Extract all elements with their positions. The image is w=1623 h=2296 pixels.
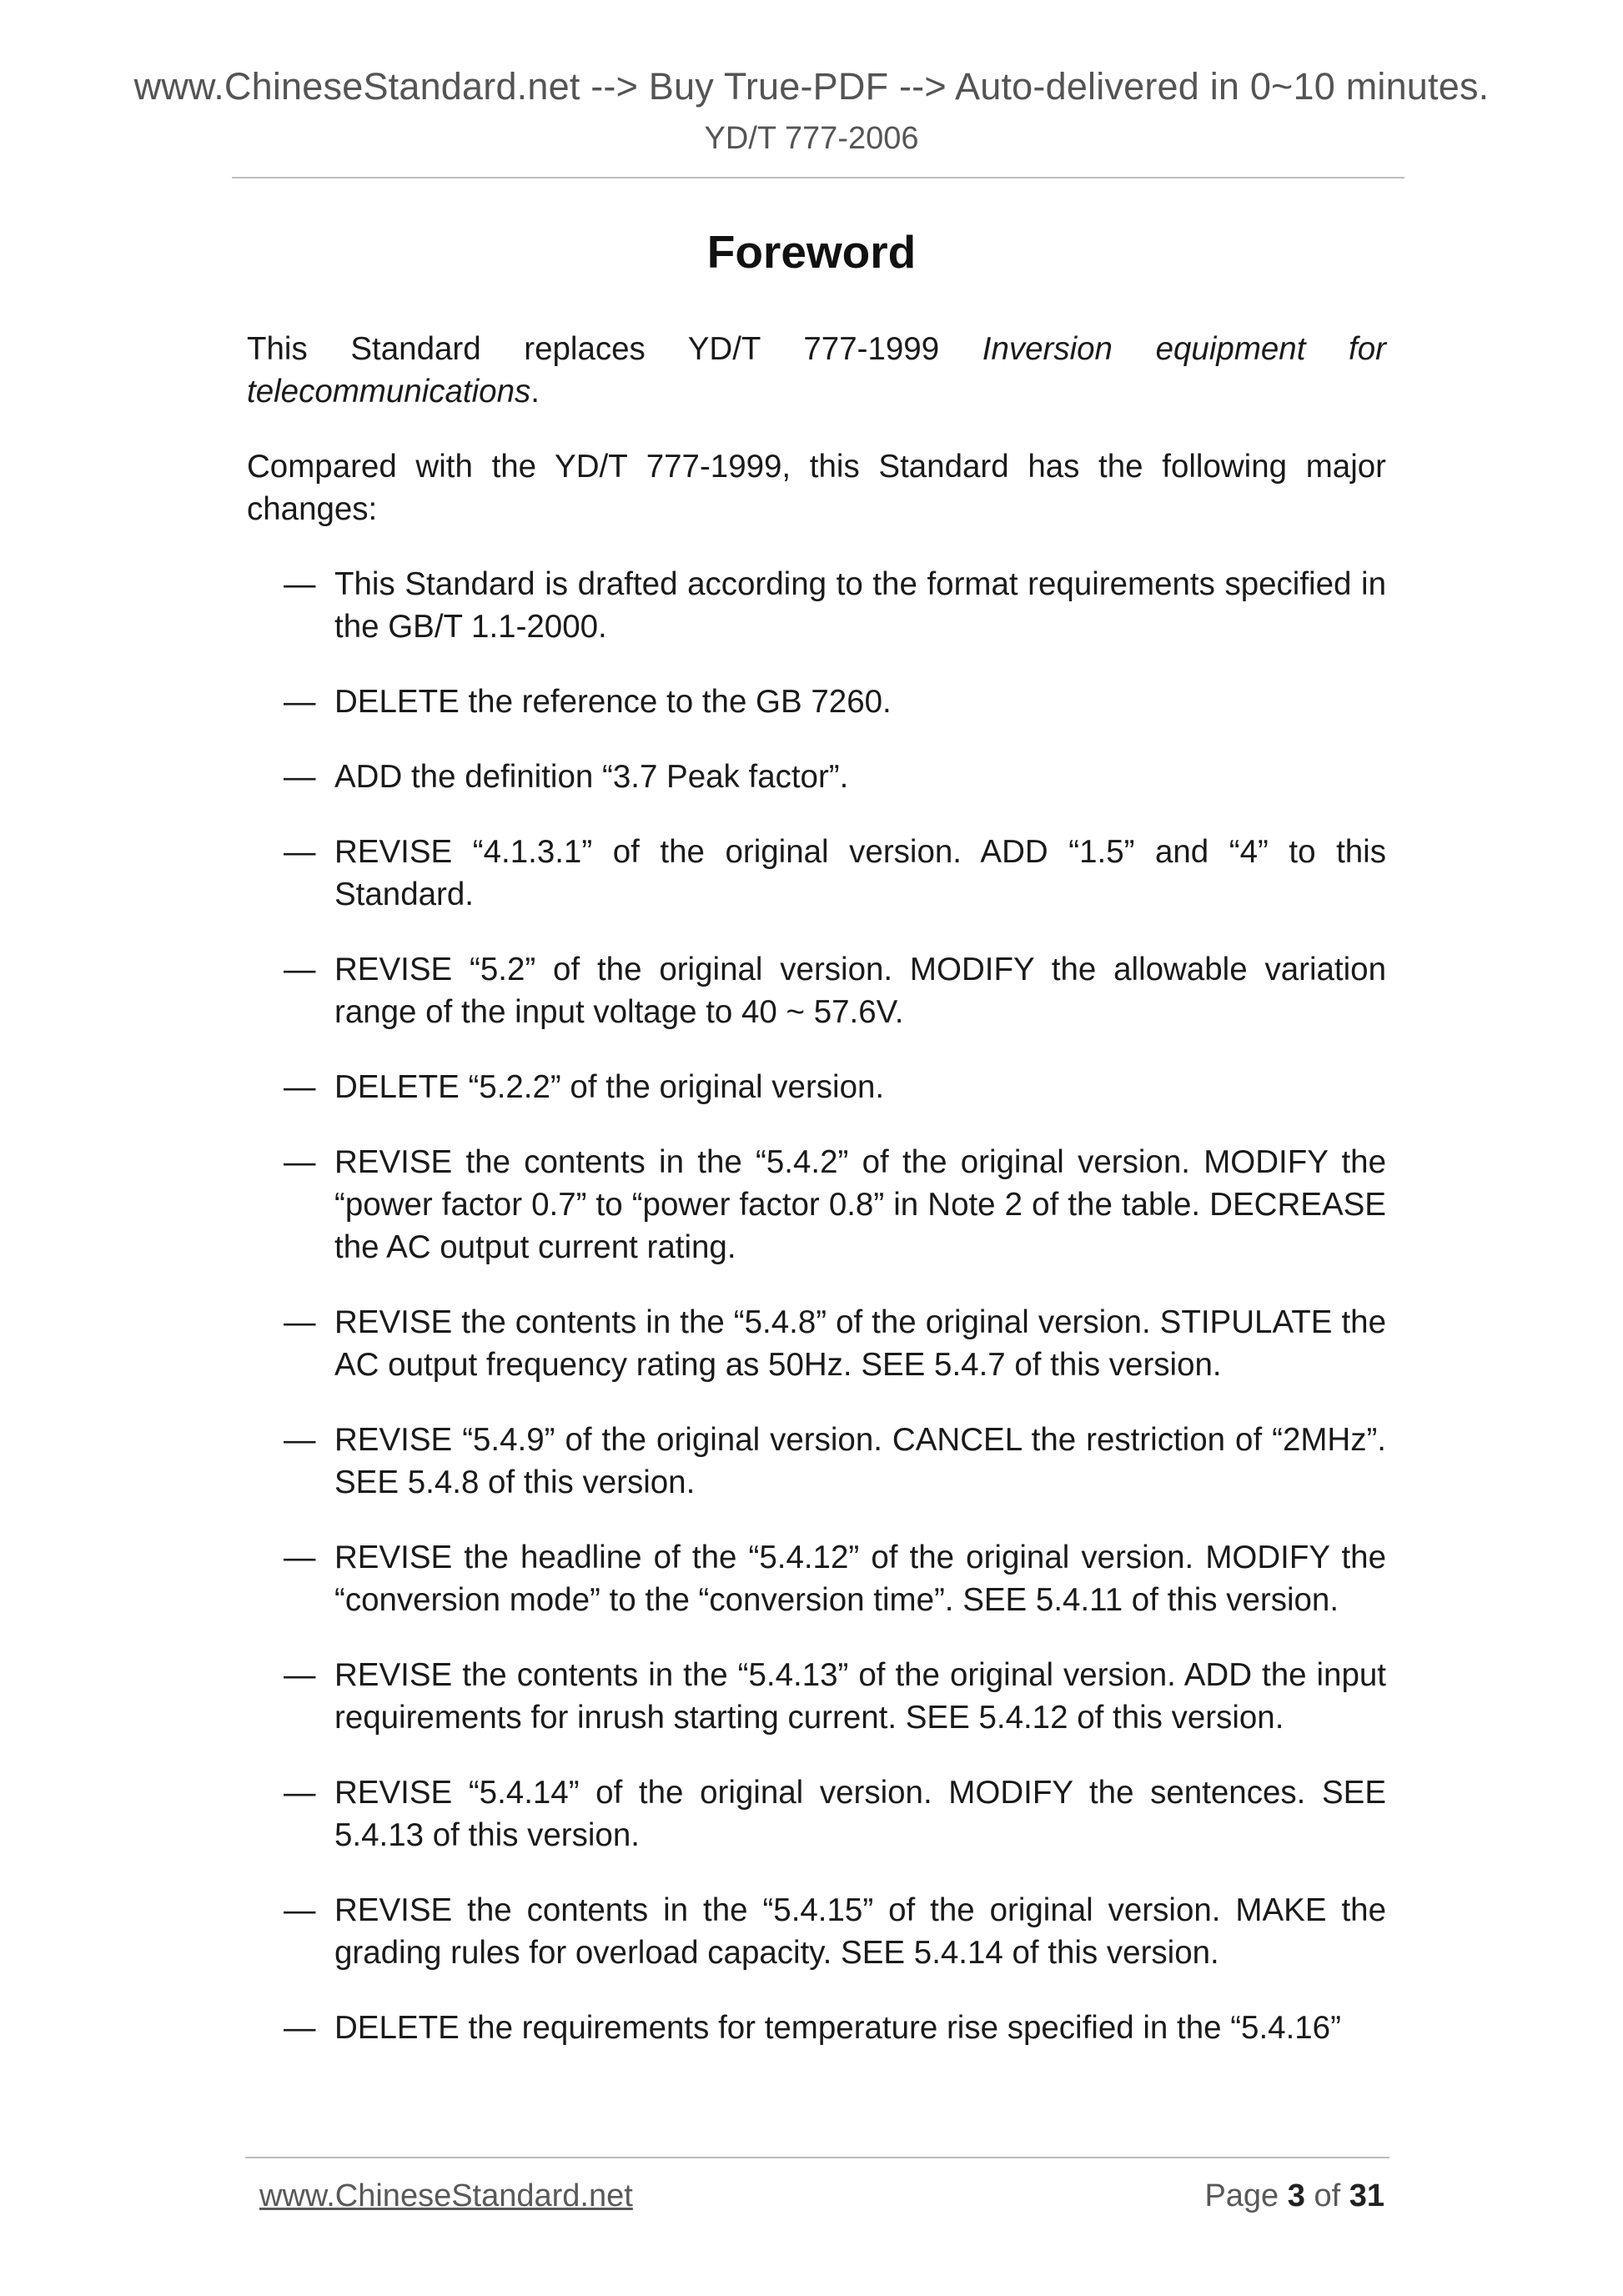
list-item [247, 1141, 1386, 1269]
list-item-text: REVISE the contents in the “5.4.15” of the original version. MAKE the grading rules for overload capacity. SEE 5.4.14 of this version. [334, 1892, 1386, 1971]
dash-bullet: — [284, 952, 316, 987]
dash-bullet: — [284, 759, 316, 795]
list-item [247, 563, 1386, 648]
list-item-text: REVISE “4.1.3.1” of the original version. ADD “1.5” and “4” to this Standard. [334, 834, 1386, 912]
dash-bullet: — [284, 566, 316, 602]
compared-paragraph: Compared with the YD/T 777-1999, this Standard has the following major changes: [247, 449, 1386, 527]
list-item-text: REVISE “5.4.9” of the original version. CANCEL the restriction of “2MHz”. SEE 5.4.8 of this version. [334, 1422, 1386, 1500]
list-item-text: REVISE “5.2” of the original version. MODIFY the allowable variation range of the input voltage to 40 ~ 57.6V. [334, 952, 1386, 1030]
replaces-paragraph [247, 328, 1386, 413]
list-item [247, 1066, 1386, 1108]
header-divider [232, 177, 1404, 178]
list-item [247, 948, 1386, 1033]
list-item-text: REVISE the headline of the “5.4.12” of the original version. MODIFY the “conversion mode” to the “conversion time”. SEE 5.4.11 of this version. [334, 1540, 1386, 1618]
list-item [247, 1419, 1386, 1504]
document-id: YD/T 777-2006 [704, 121, 919, 156]
dash-bullet: — [284, 1144, 316, 1180]
list-item [247, 681, 1386, 723]
list-item [247, 831, 1386, 916]
dash-bullet: — [284, 684, 316, 720]
list-item-text: This Standard is drafted according to the format requirements specified in the GB/T 1.1-2000. [334, 566, 1386, 645]
dash-bullet: — [284, 1657, 316, 1693]
list-item [247, 1771, 1386, 1856]
dash-bullet: — [284, 2010, 316, 2046]
replaces-prefix: This Standard replaces YD/T 777-1999 [247, 331, 982, 367]
foreword-body [247, 328, 1386, 2082]
page-word: Page [1204, 2178, 1279, 2213]
list-item [247, 1301, 1386, 1386]
list-item-text: DELETE the requirements for temperature rise specified in the “5.4.16” [334, 2010, 1341, 2046]
dash-bullet: — [284, 1775, 316, 1811]
total-page-count: 31 [1349, 2178, 1384, 2213]
page-indicator [1204, 2178, 1384, 2214]
footer-site-link[interactable]: www.ChineseStandard.net [259, 2178, 633, 2213]
current-page-number: 3 [1287, 2178, 1305, 2213]
footer-divider [245, 2157, 1389, 2158]
list-item [247, 1889, 1386, 1974]
replaces-suffix: . [530, 374, 540, 409]
list-item-text: REVISE the contents in the “5.4.8” of the original version. STIPULATE the AC output frequency rating as 50Hz. SEE 5.4.7 of this version. [334, 1304, 1386, 1383]
dash-bullet: — [284, 1540, 316, 1575]
list-item [247, 2007, 1386, 2049]
list-item-text: DELETE “5.2.2” of the original version. [334, 1069, 885, 1105]
dash-bullet: — [284, 1304, 316, 1340]
dash-bullet: — [284, 1892, 316, 1928]
dash-bullet: — [284, 834, 316, 870]
list-item-text: DELETE the reference to the GB 7260. [334, 684, 892, 720]
list-item-text: ADD the definition “3.7 Peak factor”. [334, 759, 849, 795]
replaced-standard-title: Inversion equipment for telecommunications [247, 331, 1386, 409]
page-title: Foreword [706, 226, 917, 278]
site-banner: www.ChineseStandard.net --> Buy True-PDF --> Auto-delivered in 0~10 minutes. [133, 65, 1490, 108]
list-item [247, 1654, 1386, 1739]
list-item [247, 1536, 1386, 1621]
list-item-text: REVISE “5.4.14” of the original version. MODIFY the sentences. SEE 5.4.13 of this version. [334, 1775, 1386, 1853]
list-item-text: REVISE the contents in the “5.4.2” of the original version. MODIFY the “power factor 0.7” to “power factor 0.8” in Note 2 of the table. DECREASE the AC output current rating. [334, 1144, 1386, 1265]
page-of-word: of [1314, 2178, 1341, 2213]
list-item [247, 756, 1386, 798]
list-item-text: REVISE the contents in the “5.4.13” of the original version. ADD the input requirements for inrush starting current. SEE 5.4.12 of this version. [334, 1657, 1386, 1736]
changes-list [247, 563, 1386, 2049]
dash-bullet: — [284, 1422, 316, 1458]
dash-bullet: — [284, 1069, 316, 1105]
